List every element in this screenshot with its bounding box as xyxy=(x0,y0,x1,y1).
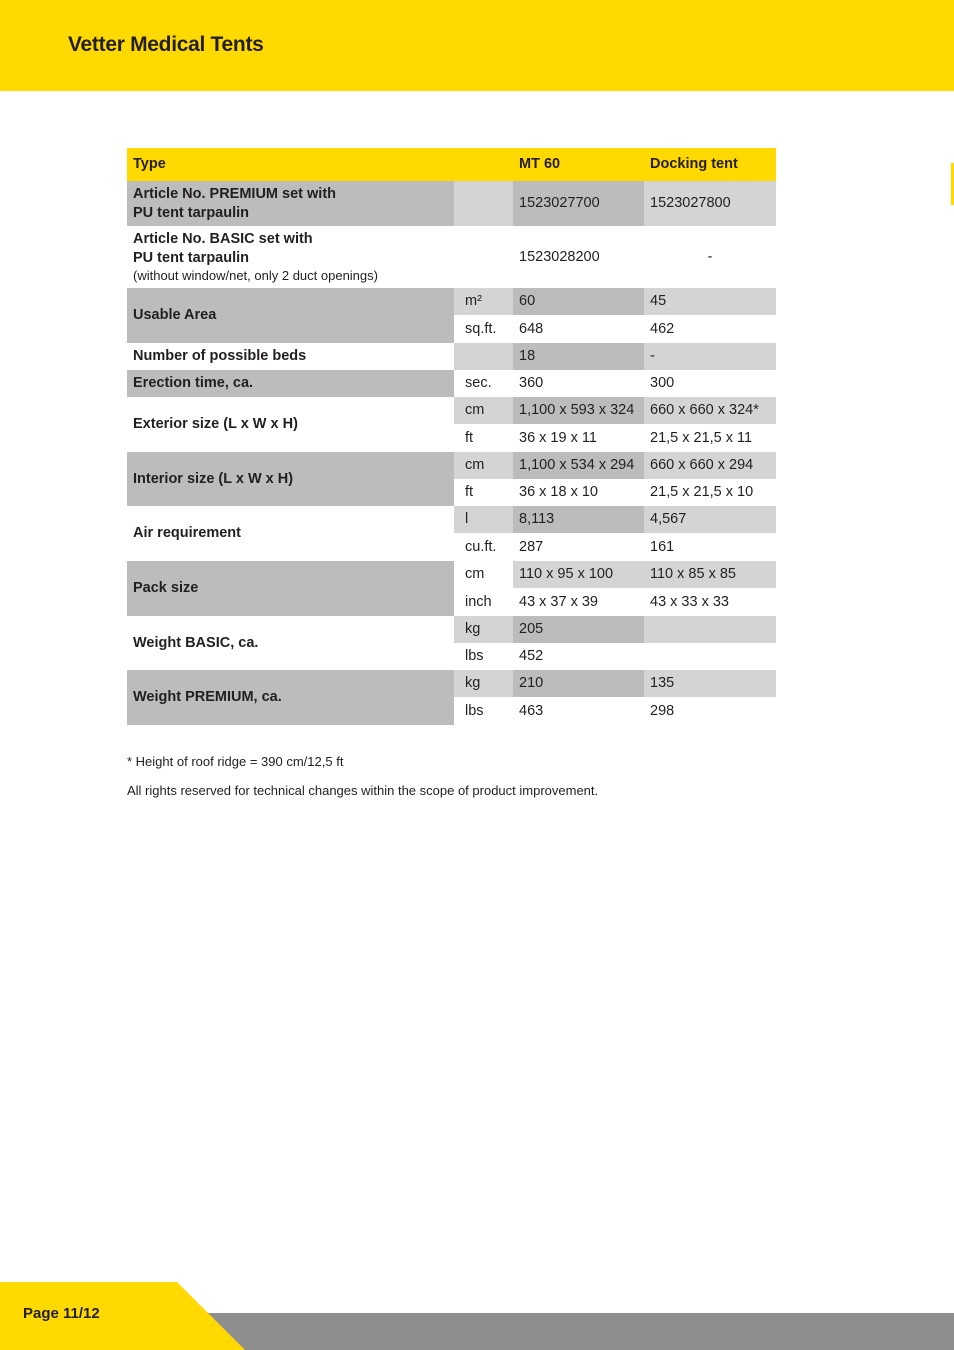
page-number: Page 11/12 xyxy=(23,1305,100,1322)
unit-cell: cm xyxy=(454,397,513,424)
header-mt60: MT 60 xyxy=(513,148,644,181)
unit-cell: l xyxy=(454,506,513,533)
row-label: Exterior size (L x W x H) xyxy=(127,397,454,452)
row-label: Usable Area xyxy=(127,288,454,343)
row-label-line: PU tent tarpaulin xyxy=(133,204,250,221)
mt60-cell: 1523028200 xyxy=(513,226,644,288)
docking-cell: 110 x 85 x 85 xyxy=(644,561,776,588)
mt60-cell: 36 x 19 x 11 xyxy=(513,424,644,452)
table-row-weight-basic xyxy=(127,616,776,643)
unit-cell: inch xyxy=(454,588,513,616)
docking-cell: 462 xyxy=(644,315,776,343)
docking-cell: 21,5 x 21,5 x 11 xyxy=(644,424,776,452)
table-row-beds xyxy=(127,343,776,370)
row-label-line: Article No. PREMIUM set with xyxy=(133,185,337,202)
unit-cell: cm xyxy=(454,452,513,479)
docking-cell: 1523027800 xyxy=(644,181,776,226)
row-label: Pack size xyxy=(127,561,454,616)
row-label: Number of possible beds xyxy=(127,343,454,370)
mt60-cell: 8,113 xyxy=(513,506,644,533)
docking-cell: 660 x 660 x 294 xyxy=(644,452,776,479)
unit-cell: sec. xyxy=(454,370,513,397)
table-row-air xyxy=(127,506,776,533)
unit-cell: ft xyxy=(454,479,513,506)
unit-cell: kg xyxy=(454,670,513,697)
mt60-cell: 1523027700 xyxy=(513,181,644,226)
mt60-cell: 36 x 18 x 10 xyxy=(513,479,644,506)
unit-cell: lbs xyxy=(454,643,513,670)
docking-cell: 43 x 33 x 33 xyxy=(644,588,776,616)
row-label-line: PU tent tarpaulin xyxy=(133,250,250,266)
mt60-cell: 43 x 37 x 39 xyxy=(513,588,644,616)
docking-cell: 135 xyxy=(644,670,776,697)
docking-cell: 21,5 x 21,5 x 10 xyxy=(644,479,776,506)
row-label: Air requirement xyxy=(127,506,454,561)
mt60-cell: 463 xyxy=(513,697,644,725)
docking-cell: 300 xyxy=(644,370,776,397)
mt60-cell: 287 xyxy=(513,533,644,561)
row-label xyxy=(127,226,454,288)
header-docking: Docking tent xyxy=(644,148,776,181)
mt60-cell: 360 xyxy=(513,370,644,397)
table-row-premium-article xyxy=(127,181,776,226)
table-row-basic-article xyxy=(127,226,776,288)
table-row-usable-area xyxy=(127,288,776,315)
footnote: * Height of roof ridge = 390 cm/12,5 ft xyxy=(127,754,344,769)
row-label xyxy=(127,181,454,226)
mt60-cell: 452 xyxy=(513,643,644,670)
mt60-cell: 60 xyxy=(513,288,644,315)
docking-cell: - xyxy=(644,226,776,288)
mt60-cell: 210 xyxy=(513,670,644,697)
unit-cell: lbs xyxy=(454,697,513,725)
rights-notice: All rights reserved for technical changes within the scope of product improvement. xyxy=(127,783,599,798)
unit-cell xyxy=(454,226,513,288)
table-row-erection xyxy=(127,370,776,397)
unit-cell: cu.ft. xyxy=(454,533,513,561)
docking-cell: - xyxy=(644,343,776,370)
mt60-cell: 18 xyxy=(513,343,644,370)
unit-cell: sq.ft. xyxy=(454,315,513,343)
mt60-cell: 110 x 95 x 100 xyxy=(513,561,644,588)
row-label-line: Article No. BASIC set with xyxy=(133,231,313,247)
table-header-row xyxy=(127,148,776,181)
row-label-note: (without window/net, only 2 duct openings) xyxy=(133,268,378,283)
unit-cell: ft xyxy=(454,424,513,452)
spec-table xyxy=(127,148,776,725)
unit-cell: kg xyxy=(454,616,513,643)
table-row-exterior xyxy=(127,397,776,424)
row-label: Interior size (L x W x H) xyxy=(127,452,454,506)
docking-cell: 660 x 660 x 324* xyxy=(644,397,776,424)
mt60-cell: 1,100 x 593 x 324 xyxy=(513,397,644,424)
row-label: Weight BASIC, ca. xyxy=(127,616,454,670)
header-type: Type xyxy=(127,148,513,181)
page-header xyxy=(0,0,954,91)
unit-cell: m² xyxy=(454,288,513,315)
docking-cell: 45 xyxy=(644,288,776,315)
unit-cell xyxy=(454,343,513,370)
row-label: Weight PREMIUM, ca. xyxy=(127,670,454,725)
table-row-interior xyxy=(127,452,776,479)
row-label: Erection time, ca. xyxy=(127,370,454,397)
docking-cell xyxy=(644,643,776,670)
table-row-pack xyxy=(127,561,776,588)
unit-cell: cm xyxy=(454,561,513,588)
unit-cell xyxy=(454,181,513,226)
docking-cell: 4,567 xyxy=(644,506,776,533)
mt60-cell: 648 xyxy=(513,315,644,343)
mt60-cell: 1,100 x 534 x 294 xyxy=(513,452,644,479)
docking-cell: 161 xyxy=(644,533,776,561)
table-row-weight-premium xyxy=(127,670,776,697)
docking-cell xyxy=(644,616,776,643)
docking-cell: 298 xyxy=(644,697,776,725)
mt60-cell: 205 xyxy=(513,616,644,643)
page-title: Vetter Medical Tents xyxy=(68,33,264,56)
